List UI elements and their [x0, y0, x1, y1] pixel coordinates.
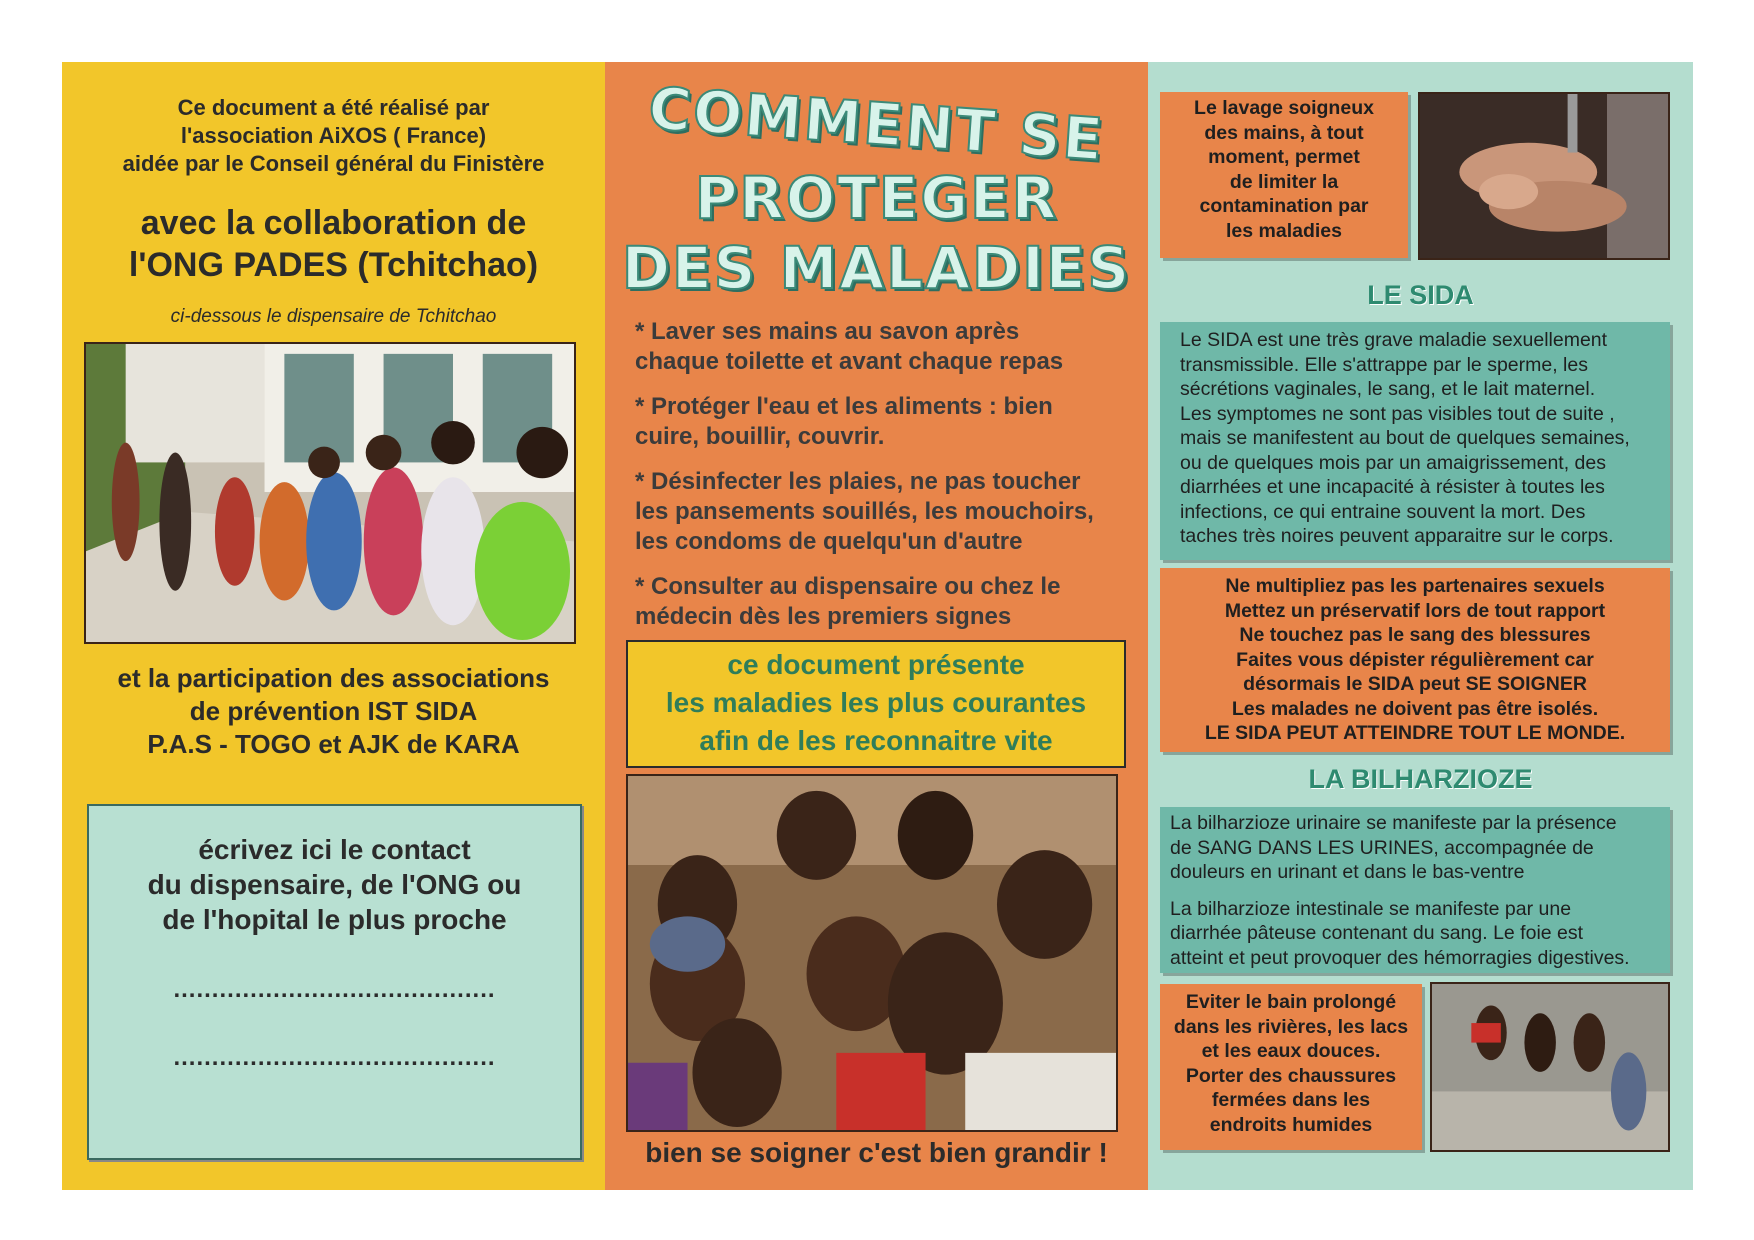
purpose-line: ce document présente — [727, 649, 1025, 680]
contact-line: de l'hopital le plus proche — [162, 904, 507, 935]
sida-description — [1160, 322, 1670, 560]
bathing-advice-text: Eviter le bain prolongé dans les rivières, les lacs et les eaux douces. Porter des chaussures fermées dans les endroits humides — [1173, 991, 1409, 1136]
dotted-line: .......................................... — [173, 976, 496, 1003]
participation-line: P.A.S - TOGO et AJK de KARA — [147, 729, 520, 759]
purpose-line: les maladies les plus courantes — [665, 687, 1087, 718]
tip-item: * Protéger l'eau et les aliments : bien cuire, bouillir, couvrir. — [635, 393, 1053, 450]
collab-line: avec la collaboration de — [140, 204, 527, 242]
tip-item: * Désinfecter les plaies, ne pas toucher les pansements souillés, les mouchoirs, les condoms de quelqu'un d'autre — [635, 468, 1094, 555]
bathing-advice-box — [1160, 984, 1422, 1150]
intro-line: l'association AiXOS ( France) — [180, 123, 487, 148]
clinic-waiting-room-photo — [84, 342, 576, 644]
collab-line: l'ONG PADES (Tchitchao) — [128, 246, 539, 284]
sida-advice-box — [1160, 568, 1670, 752]
contact-box[interactable] — [87, 804, 582, 1160]
credits-intro — [62, 94, 605, 178]
bilharzioze-urinary-text: La bilharzioze urinaire se manifeste par la présence de SANG DANS LES URINES, accompagnée de douleurs en urinant et dans le bas-ventre — [1170, 812, 1617, 883]
purpose-line: afin de les reconnaitre vite — [699, 725, 1053, 756]
participation-line: de prévention IST SIDA — [189, 696, 478, 726]
sida-heading: LE SIDA — [1367, 280, 1474, 310]
participation-text — [62, 662, 605, 761]
main-title-line-1: COMMENT SE — [646, 74, 1107, 174]
middle-panel — [605, 62, 1148, 1190]
contact-line: du dispensaire, de l'ONG ou — [147, 869, 522, 900]
right-panel — [1148, 62, 1693, 1190]
participation-line: et la participation des associations — [117, 663, 550, 693]
collaboration-heading — [62, 202, 605, 286]
prevention-tips — [635, 317, 1135, 647]
dotted-line: .......................................... — [173, 1044, 496, 1071]
document-purpose-box — [626, 640, 1126, 768]
children-group-photo — [626, 774, 1118, 1132]
photo-caption: ci-dessous le dispensaire de Tchitchao — [170, 306, 497, 327]
bilharzioze-intestinal-text: La bilharzioze intestinale se manifeste par une diarrhée pâteuse contenant du sang. Le foie est atteint et peut provoquer des hémorragies digestives. — [1170, 897, 1630, 969]
tip-item: * Consulter au dispensaire ou chez le médecin dès les premiers signes — [635, 573, 1061, 630]
sida-text: Le SIDA est une très grave maladie sexuellement transmissible. Elle s'attrappe par le sperme, les sécrétions vaginales, le sang, et le lait maternel. Les symptomes ne sont pas visibles tout de suite , mais se manifestent au bout de quelques semaines, ou de quelques mois par un amaigrissement, des diarrhées et une incapacité à résister à toutes les infections, ce qui entraine souvent la mort. Des taches très noires peuvent apparaitre sur le corps. — [1180, 329, 1630, 547]
main-title-line-2: PROTEGER — [694, 164, 1059, 232]
main-title-line-3: DES MALADIES — [621, 234, 1132, 302]
contact-line: écrivez ici le contact — [198, 834, 471, 865]
bilharzioze-description — [1160, 807, 1670, 973]
children-by-water-photo — [1430, 982, 1670, 1152]
slogan: bien se soigner c'est bien grandir ! — [645, 1137, 1108, 1168]
handwashing-text: Le lavage soigneux des mains, à tout moment, permet de limiter la contamination par les maladies — [1194, 97, 1374, 242]
left-panel — [62, 62, 605, 1190]
bilharzioze-heading: LA BILHARZIOZE — [1308, 764, 1533, 794]
intro-line: aidée par le Conseil général du Finistère — [122, 151, 545, 176]
intro-line: Ce document a été réalisé par — [177, 95, 490, 120]
hand-washing-photo — [1418, 92, 1670, 260]
tip-item: * Laver ses mains au savon après chaque toilette et avant chaque repas — [635, 318, 1064, 375]
handwashing-box — [1160, 92, 1408, 258]
sida-advice-text: Ne multipliez pas les partenaires sexuels Mettez un préservatif lors de tout rapport Ne touchez pas le sang des blessures Faites vous dépister régulièrement car désormais le SIDA peut SE SOIGNER Les malades ne doivent pas être isolés. LE SIDA PEUT ATTEINDRE TOUT LE MONDE. — [1204, 575, 1626, 744]
contact-instructions — [89, 832, 580, 937]
